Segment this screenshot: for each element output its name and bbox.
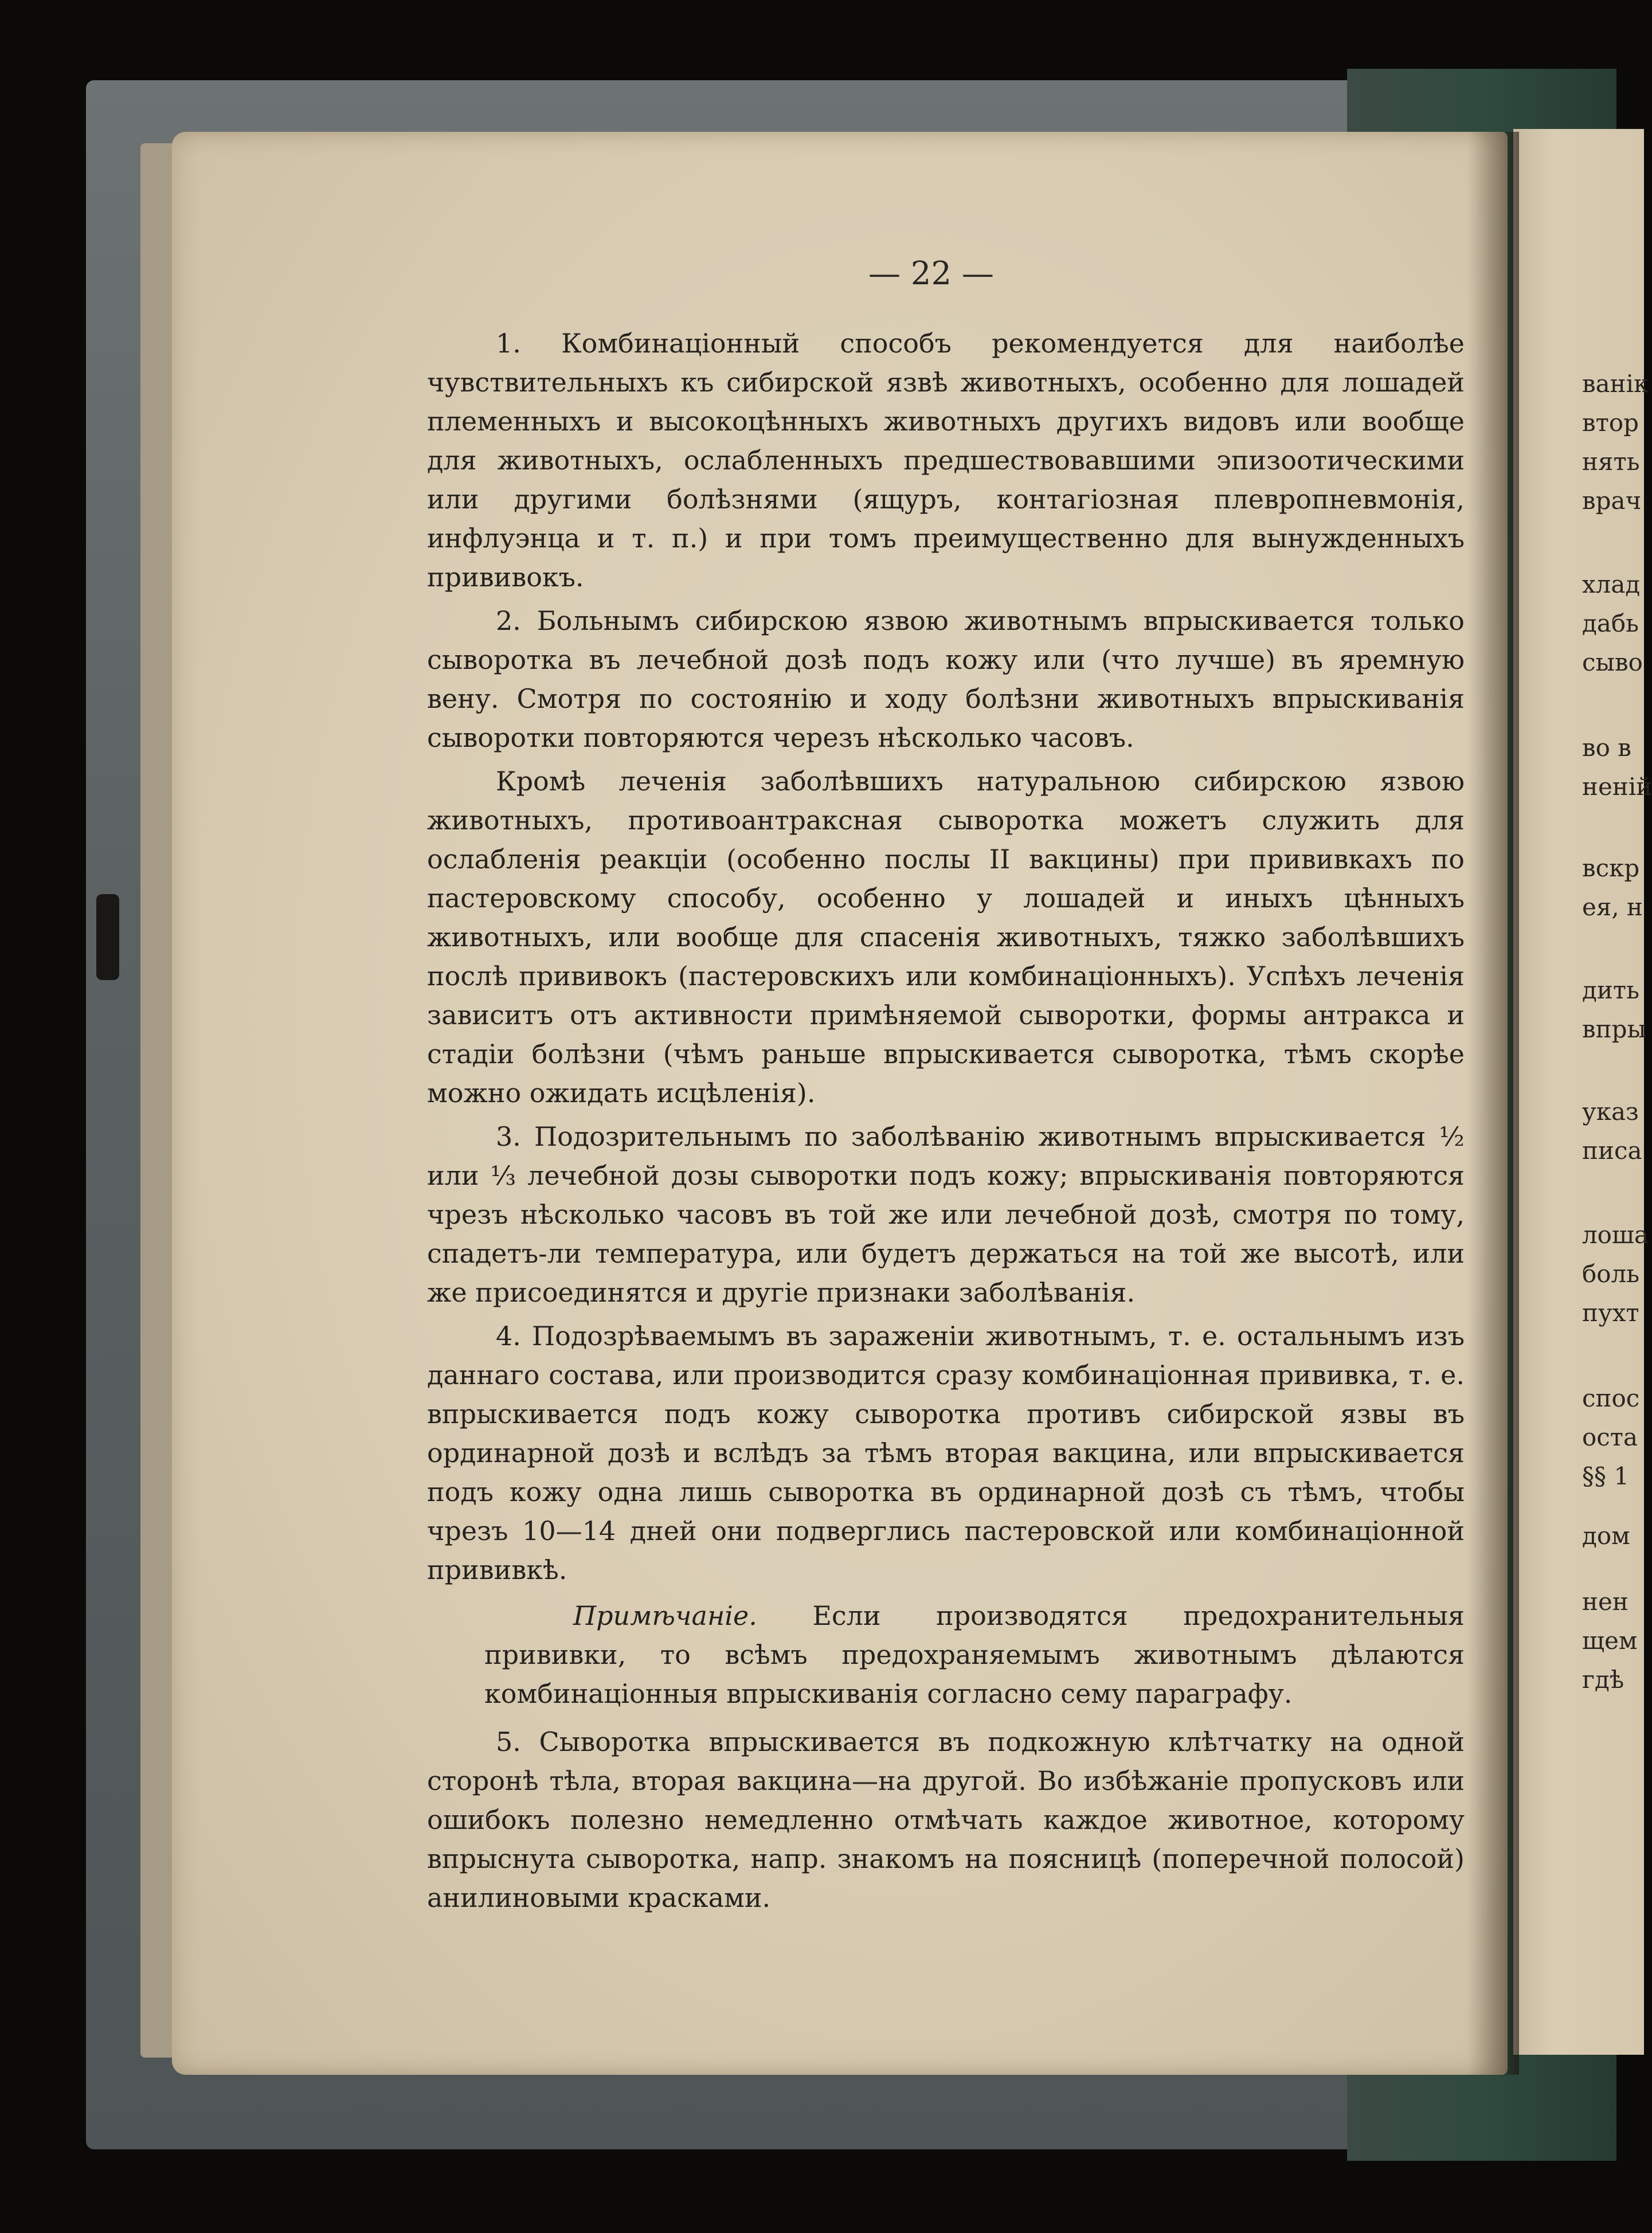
facing-page-fragment: врач — [1582, 487, 1642, 515]
facing-page-fragment: щем — [1582, 1627, 1638, 1655]
facing-page-fragment: хлад — [1582, 570, 1641, 598]
paragraph-2: 2. Больнымъ сибирскою язвою животнымъ впрыскивается только сыворотка въ лечебной дозѣ подъ кожу или (что лучше) въ яремную вену. Смотря по состоянію и ходу болѣзни животныхъ впрыскиванія сыворотки повторяются черезъ нѣсколько часовъ. — [427, 605, 1465, 753]
paragraph-treatment: Кромѣ леченія заболѣвшихъ натуральною сибирскою язвою животныхъ, противоантраксная сыворотка можетъ служить для ослабленія реакціи (особенно послы II вакцины) при прививкахъ по пастеровскому способу, особенно у лошадей и иныхъ цѣнныхъ животныхъ, или вообще для спасенія животныхъ, тяжко заболѣвшихъ послѣ прививокъ (пастеровскихъ или комбинаціонныхъ). Успѣхъ леченія зависитъ отъ активности примѣняемой сыворотки, формы антракса и стадіи болѣзни (чѣмъ раньше впрыскивается сыворотка, тѣмъ скорѣе можно ожидать исцѣленія). — [427, 766, 1465, 1108]
page-body — [427, 324, 1465, 1917]
paragraph-1: 1. Комбинаціонный способъ рекомендуется для наиболѣе чувствительныхъ къ сибирской язвѣ животныхъ, особенно для лошадей племенныхъ и высокоцѣнныхъ животныхъ другихъ видовъ или вообще для животныхъ, ослабленныхъ предшествовавшими эпизоотическими или другими болѣзнями (ящуръ, контагіозная плевропневмонія, инфлуэнца и т. п.) и при томъ преимущественно для вынужденныхъ прививокъ. — [427, 328, 1465, 593]
facing-page-fragment: оста — [1582, 1423, 1638, 1451]
facing-page-fragment: боль — [1582, 1260, 1640, 1288]
facing-page-fragment: сыво — [1582, 648, 1643, 676]
note-label: Примѣчаніе. — [573, 1600, 757, 1631]
facing-page-fragment: дом — [1582, 1522, 1630, 1550]
facing-page-fragment: дабь — [1582, 609, 1639, 637]
facing-page-fragment: впры — [1582, 1015, 1646, 1043]
page-gutter-shadow — [1467, 132, 1519, 2075]
facing-page-fragment: втор — [1582, 409, 1639, 437]
facing-page-fragment: во в — [1582, 734, 1631, 762]
facing-page-fragment: ея, н — [1582, 893, 1643, 921]
note-paragraph — [484, 1596, 1465, 1713]
paragraph-3: 3. Подозрительнымъ по заболѣванію животнымъ впрыскивается ½ или ⅓ лечебной дозы сыворотки подъ кожу; впрыскиванія повторяются чрезъ нѣсколько часовъ въ той же или лечебной дозѣ, смотря по тому, спадетъ-ли температура, или будетъ держаться на той же высотѣ, или же присоединятся и другіе признаки заболѣванія. — [427, 1121, 1465, 1308]
page-number: — 22 — — [868, 255, 994, 292]
facing-page-fragment: нен — [1582, 1588, 1628, 1616]
facing-page-fragment: лоша — [1582, 1221, 1649, 1249]
facing-page-fragment: вскр — [1582, 854, 1640, 882]
facing-page-fragment: писа — [1582, 1137, 1642, 1165]
facing-page — [1513, 129, 1652, 2055]
facing-page-fragment: спос — [1582, 1384, 1640, 1412]
facing-page-fragment: пухт — [1582, 1299, 1639, 1327]
facing-page-fragment: дить — [1582, 976, 1639, 1004]
facing-page-fragment: ванік — [1582, 370, 1649, 398]
binding-notch — [96, 894, 119, 980]
facing-page-fragment: гдѣ — [1582, 1666, 1624, 1694]
paragraph-5: 5. Сыворотка впрыскивается въ подкожную клѣтчатку на одной сторонѣ тѣла, вторая вакцина—на другой. Во избѣжаніе пропусковъ или ошибокъ полезно немедленно отмѣчать каждое животное, которому впрыснута сыворотка, напр. знакомъ на поясницѣ (поперечной полосой) анилиновыми красками. — [427, 1726, 1465, 1913]
facing-page-fragment: §§ 1 — [1582, 1462, 1630, 1490]
note-text: Если производятся предохранительныя прививки, то всѣмъ предохраняемымъ животнымъ дѣлаются комбинаціонныя впрыскиванія согласно сему параграфу. — [484, 1600, 1465, 1709]
facing-page-fragment: указ — [1582, 1098, 1639, 1126]
facing-page-fragment: нять — [1582, 448, 1640, 476]
facing-page-fragment: неній — [1582, 773, 1652, 801]
paragraph-4: 4. Подозрѣваемымъ въ зараженіи животнымъ, т. е. остальнымъ изъ даннаго состава, или производится сразу комбинаціонная прививка, т. е. впрыскивается подъ кожу сыворотка противъ сибирской язвы въ ординарной дозѣ и вслѣдъ за тѣмъ вторая вакцина, или впрыскивается подъ кожу одна лишь сыворотка въ ординарной дозѣ съ тѣмъ, чтобы чрезъ 10—14 дней они подверглись пастеровской или комбинаціонной прививкѣ. — [427, 1321, 1465, 1585]
